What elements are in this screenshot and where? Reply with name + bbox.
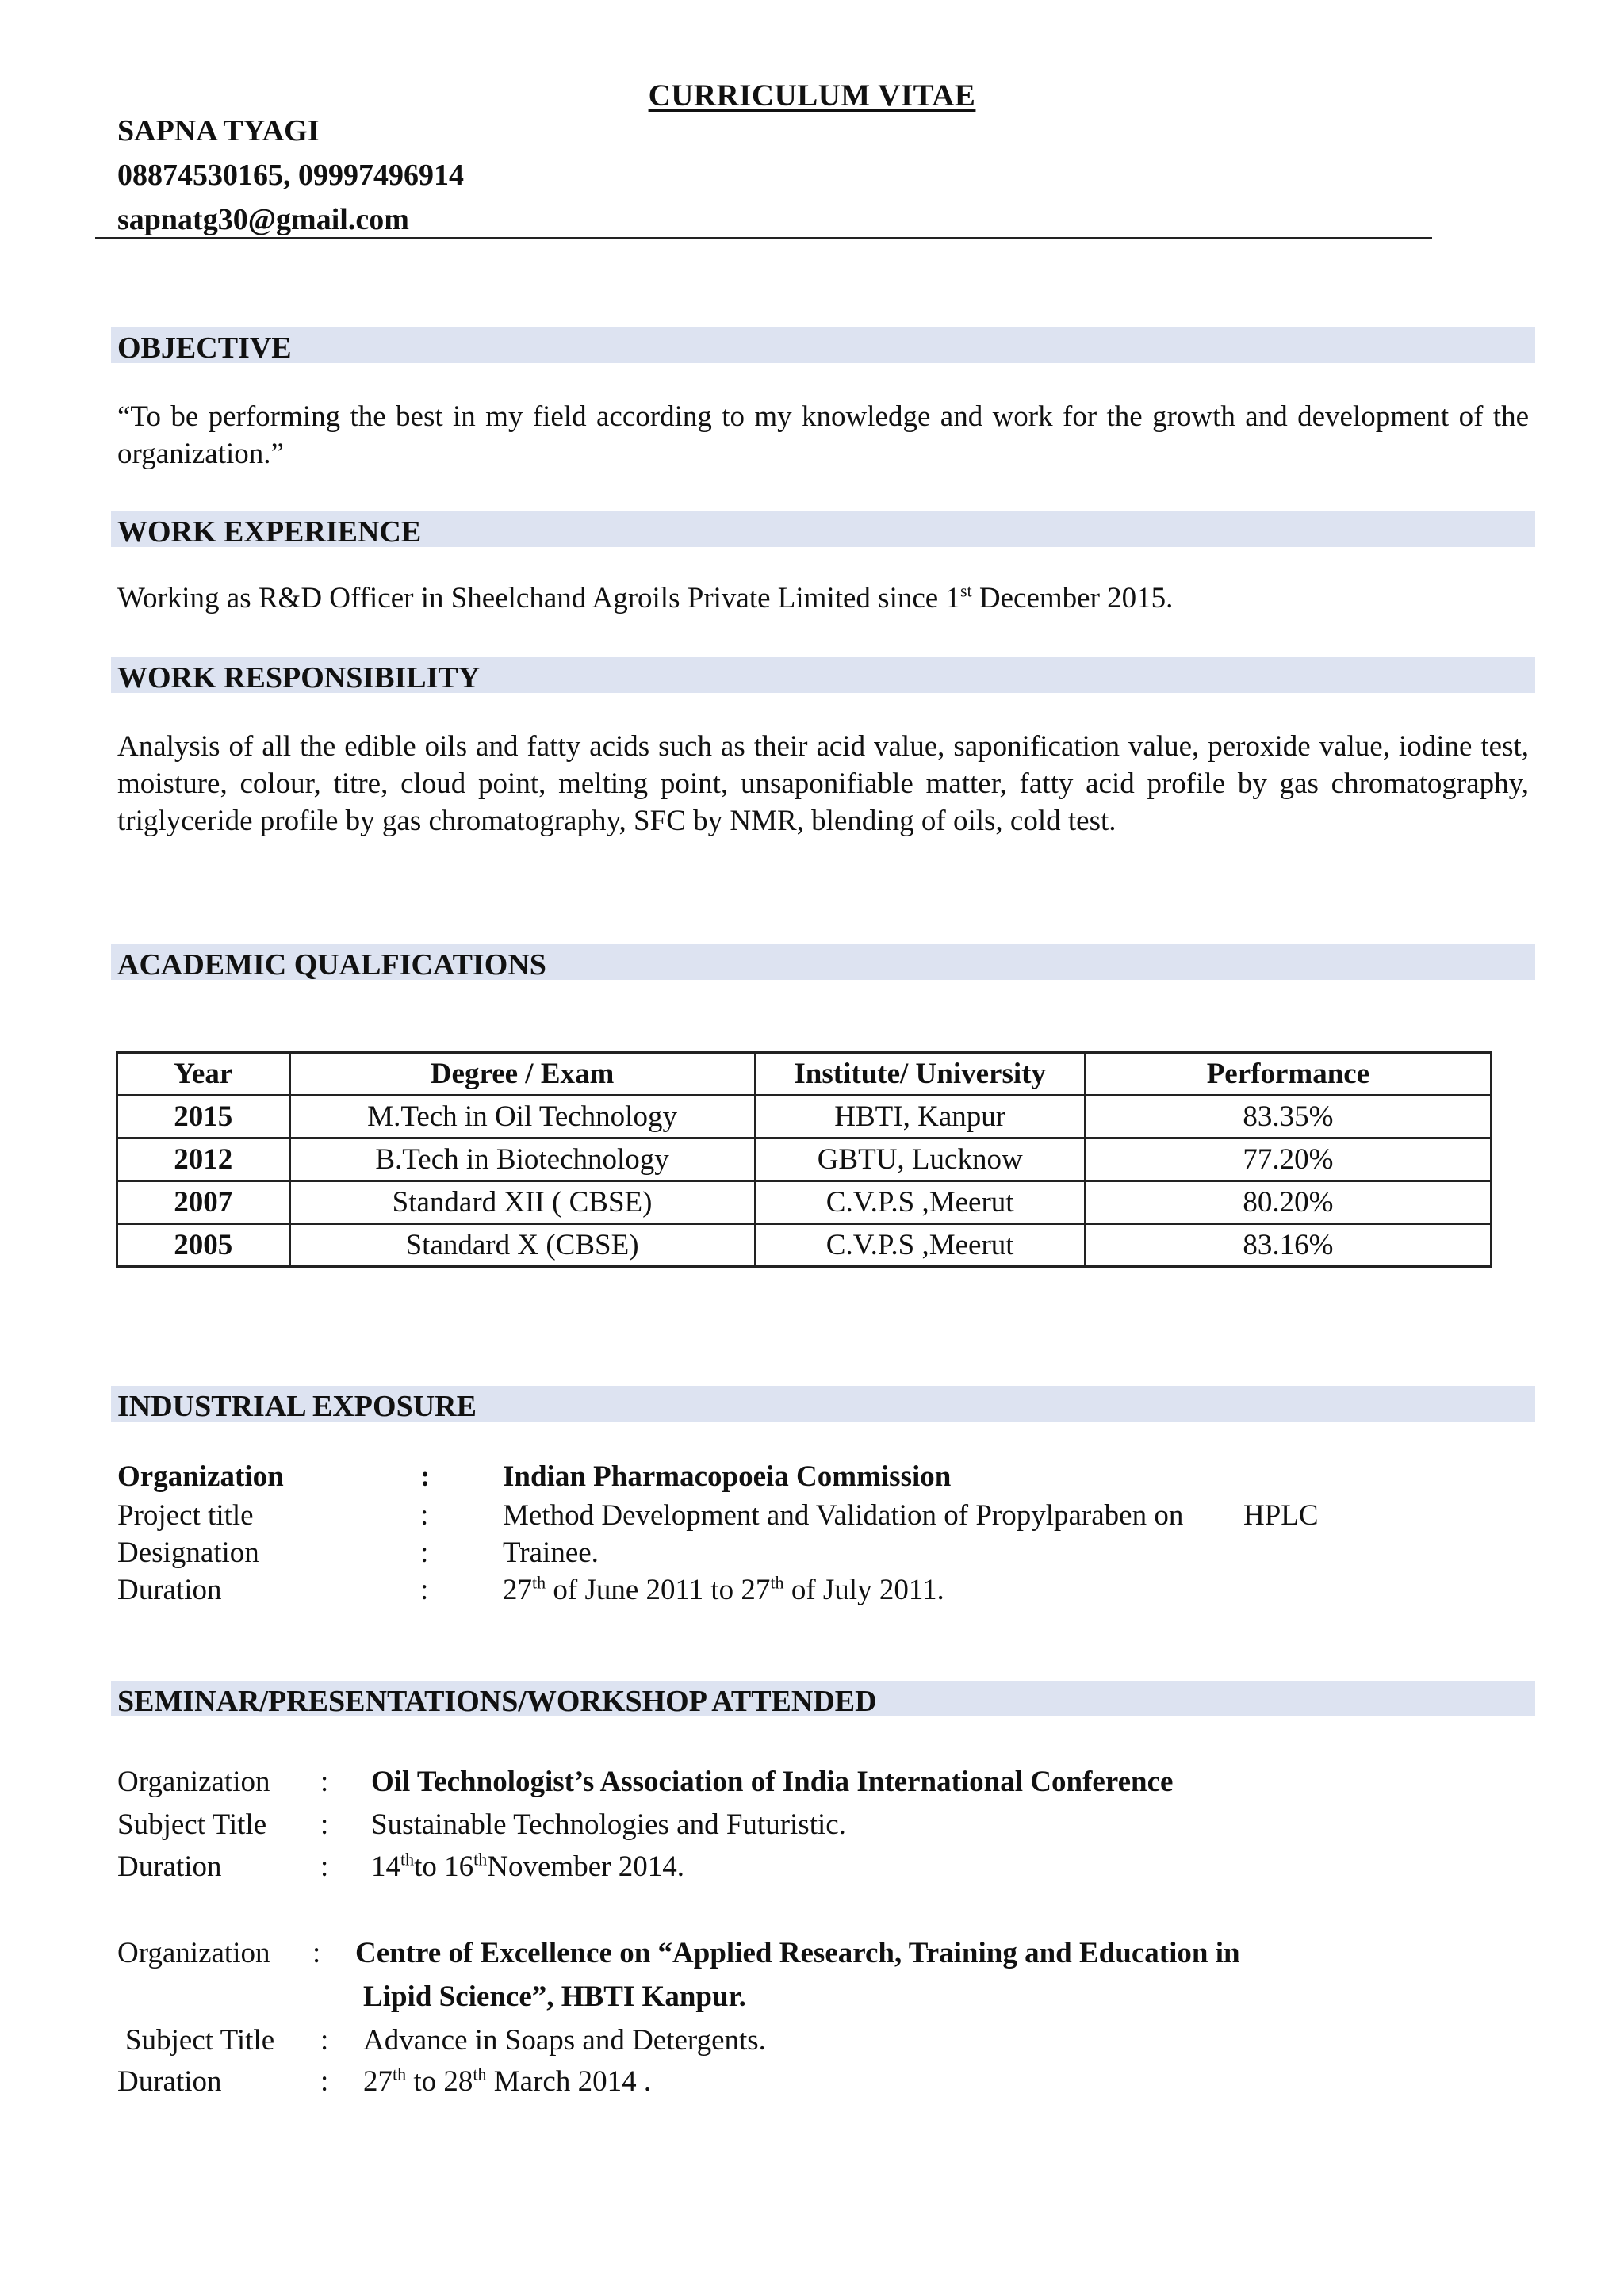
seminar2-subject-value: Advance in Soaps and Detergents. bbox=[363, 2024, 766, 2057]
work-experience-part: Working as R&D Officer in Sheelchand Agroils Private Limited since 1 bbox=[117, 582, 960, 614]
seminar2-org-value-line2: Lipid Science”, HBTI Kanpur. bbox=[363, 1980, 746, 2013]
seminar2-duration-value bbox=[363, 2064, 651, 2099]
header-divider bbox=[95, 237, 1432, 239]
ordinal-suffix: th bbox=[473, 2064, 487, 2084]
industrial-designation-value: Trainee. bbox=[503, 1536, 599, 1569]
cell-performance: 77.20% bbox=[1085, 1138, 1491, 1181]
colon: : bbox=[420, 1460, 431, 1493]
colon: : bbox=[312, 1937, 321, 1969]
cell-year: 2012 bbox=[117, 1138, 290, 1181]
table-header-row bbox=[117, 1053, 1492, 1096]
ordinal-suffix: th bbox=[532, 1572, 546, 1593]
cell-institute: HBTI, Kanpur bbox=[755, 1096, 1085, 1138]
phone-numbers: 08874530165, 09997496914 bbox=[117, 159, 464, 192]
colon: : bbox=[420, 1536, 429, 1569]
seminar1-org-label: Organization bbox=[117, 1766, 270, 1798]
work-responsibility-text: Analysis of all the edible oils and fatty acids such as their acid value, saponification value, peroxide value, iodine test, moisture, colour, titre, cloud point, melting point, unsaponifiable matter, fatty acid profile by gas chromatography, triglyceride profile by gas chromatography, SFC by NMR, blending of oils, cold test. bbox=[117, 730, 1529, 837]
cell-degree: Standard XII ( CBSE) bbox=[289, 1181, 755, 1224]
cell-year: 2015 bbox=[117, 1096, 290, 1138]
cell-year: 2005 bbox=[117, 1224, 290, 1267]
section-heading: ACADEMIC QUALFICATIONS bbox=[117, 948, 546, 982]
ordinal-suffix: th bbox=[400, 1849, 415, 1869]
column-header: Institute/ University bbox=[755, 1053, 1085, 1096]
industrial-org-value: Indian Pharmacopoeia Commission bbox=[503, 1460, 952, 1493]
date-part: to 28 bbox=[406, 2065, 473, 2098]
section-objective bbox=[111, 327, 1535, 363]
column-header: Degree / Exam bbox=[289, 1053, 755, 1096]
section-seminars bbox=[111, 1681, 1535, 1716]
table-row bbox=[117, 1224, 1492, 1267]
section-heading: WORK EXPERIENCE bbox=[117, 515, 422, 549]
cell-institute: GBTU, Lucknow bbox=[755, 1138, 1085, 1181]
seminar2-org-value-line1: Centre of Excellence on “Applied Research, Training and Education in bbox=[355, 1937, 1240, 1969]
cell-degree: M.Tech in Oil Technology bbox=[289, 1096, 755, 1138]
seminar1-duration-label: Duration bbox=[117, 1850, 222, 1883]
colon: : bbox=[320, 1766, 329, 1798]
section-heading: SEMINAR/PRESENTATIONS/WORKSHOP ATTENDED bbox=[117, 1685, 877, 1718]
industrial-designation-label: Designation bbox=[117, 1536, 259, 1569]
date-part: of July 2011. bbox=[783, 1574, 944, 1606]
cell-year: 2007 bbox=[117, 1181, 290, 1224]
email-address: sapnatg30@gmail.com bbox=[117, 203, 409, 236]
colon: : bbox=[420, 1574, 429, 1606]
cell-institute: C.V.P.S ,Meerut bbox=[755, 1181, 1085, 1224]
colon: : bbox=[320, 1850, 329, 1883]
date-part: November 2014. bbox=[487, 1850, 684, 1883]
industrial-project-label: Project title bbox=[117, 1499, 254, 1532]
section-work-responsibility bbox=[111, 657, 1535, 693]
column-header: Year bbox=[117, 1053, 290, 1096]
ordinal-suffix: th bbox=[393, 2064, 407, 2084]
cell-institute: C.V.P.S ,Meerut bbox=[755, 1224, 1085, 1267]
industrial-project-extra: HPLC bbox=[1243, 1499, 1319, 1532]
candidate-name: SAPNA TYAGI bbox=[117, 114, 320, 147]
section-academic bbox=[111, 944, 1535, 980]
date-part: to 16 bbox=[414, 1850, 474, 1883]
academic-table bbox=[116, 1051, 1492, 1268]
section-heading: INDUSTRIAL EXPOSURE bbox=[117, 1390, 477, 1423]
colon: : bbox=[420, 1499, 429, 1532]
column-header: Performance bbox=[1085, 1053, 1491, 1096]
date-part: March 2014 . bbox=[486, 2065, 652, 2098]
seminar2-duration-label: Duration bbox=[117, 2065, 222, 2098]
seminar2-org-label: Organization bbox=[117, 1937, 270, 1969]
document-title: CURRICULUM VITAE bbox=[648, 78, 976, 113]
colon: : bbox=[320, 2024, 329, 2057]
industrial-duration-value bbox=[503, 1573, 944, 1607]
cell-degree: Standard X (CBSE) bbox=[289, 1224, 755, 1267]
table-row bbox=[117, 1181, 1492, 1224]
ordinal-suffix: th bbox=[770, 1572, 784, 1593]
cell-degree: B.Tech in Biotechnology bbox=[289, 1138, 755, 1181]
section-industrial-exposure bbox=[111, 1386, 1535, 1422]
industrial-project-value: Method Development and Validation of Propylparaben on bbox=[503, 1499, 1184, 1532]
colon: : bbox=[320, 1808, 329, 1841]
colon: : bbox=[320, 2065, 329, 2098]
seminar1-subject-value: Sustainable Technologies and Futuristic. bbox=[371, 1808, 846, 1841]
section-heading: WORK RESPONSIBILITY bbox=[117, 661, 481, 695]
ordinal-suffix: st bbox=[959, 580, 972, 601]
cell-performance: 80.20% bbox=[1085, 1181, 1491, 1224]
industrial-duration-label: Duration bbox=[117, 1574, 222, 1606]
date-part: 27 bbox=[363, 2065, 393, 2098]
work-experience-part: December 2015. bbox=[971, 582, 1174, 614]
table-row bbox=[117, 1096, 1492, 1138]
cell-performance: 83.16% bbox=[1085, 1224, 1491, 1267]
industrial-org-label: Organization bbox=[117, 1460, 284, 1493]
table-row bbox=[117, 1138, 1492, 1181]
seminar1-subject-label: Subject Title bbox=[117, 1808, 267, 1841]
seminar1-duration-value bbox=[371, 1850, 684, 1884]
section-heading: OBJECTIVE bbox=[117, 331, 292, 365]
cell-performance: 83.35% bbox=[1085, 1096, 1491, 1138]
seminar1-org-value: Oil Technologist’s Association of India International Conference bbox=[371, 1766, 1174, 1798]
work-experience-text bbox=[117, 581, 1173, 615]
date-part: 14 bbox=[371, 1850, 400, 1883]
seminar2-subject-label: Subject Title bbox=[125, 2024, 275, 2057]
section-work-experience bbox=[111, 511, 1535, 547]
date-part: of June 2011 to 27 bbox=[546, 1574, 771, 1606]
ordinal-suffix: th bbox=[473, 1849, 488, 1869]
objective-text: “To be performing the best in my field according to my knowledge and work for the growth and development of the organization.” bbox=[117, 400, 1529, 470]
date-part: 27 bbox=[503, 1574, 532, 1606]
